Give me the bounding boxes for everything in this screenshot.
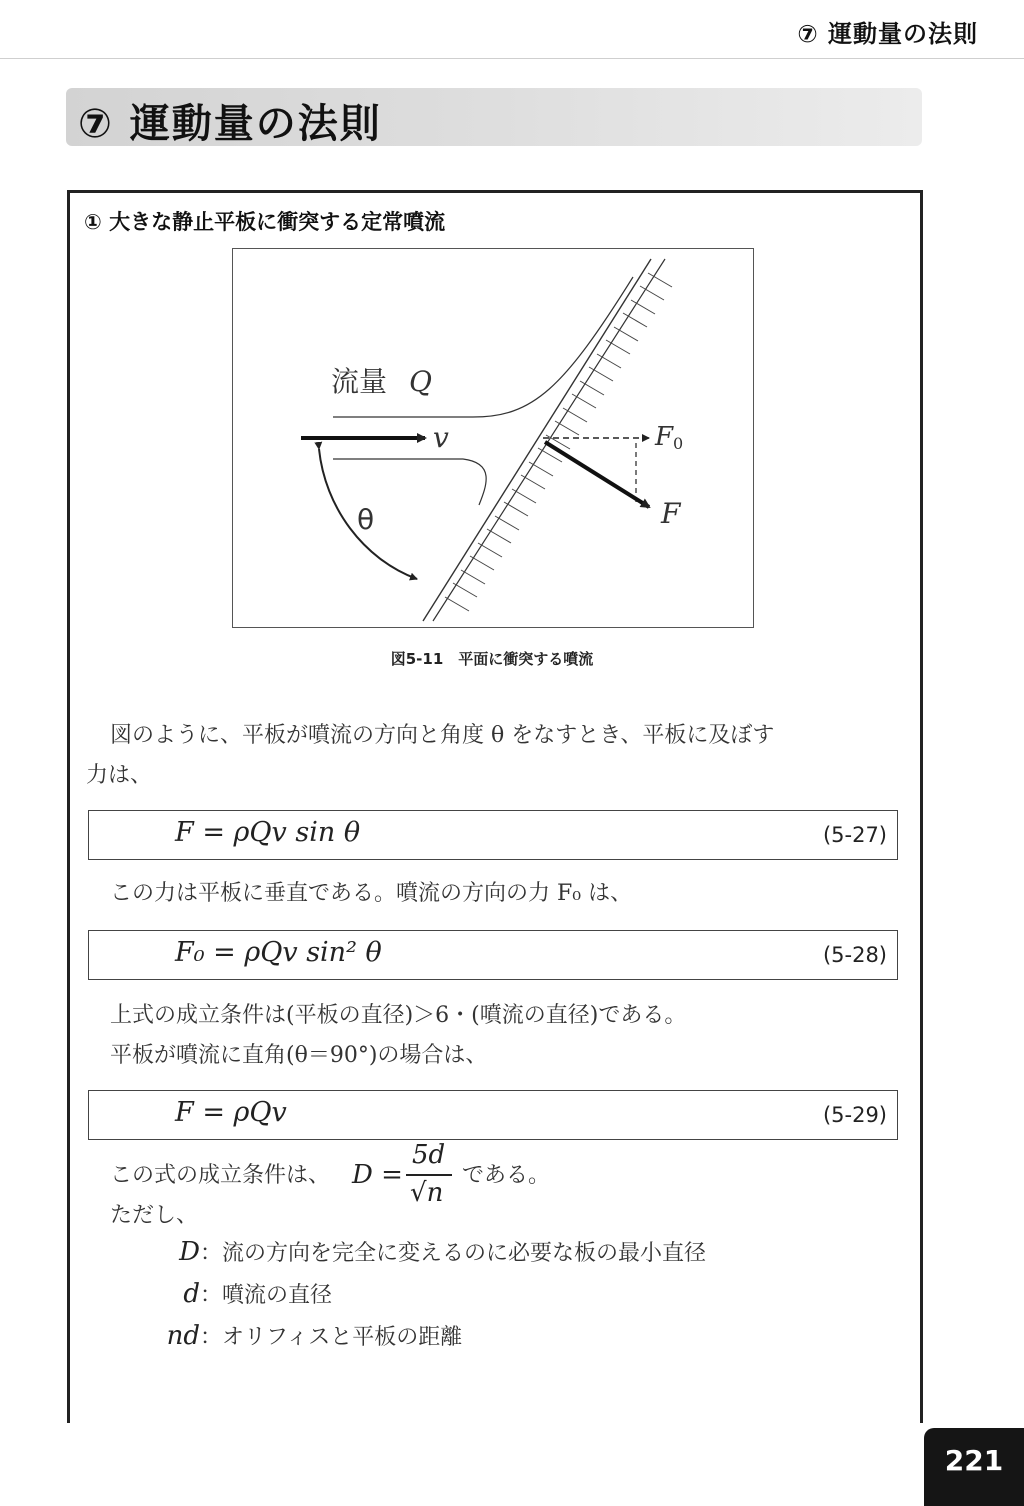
force-f-arrow bbox=[545, 442, 649, 507]
equation-number-5-29: (5-29) bbox=[822, 1103, 887, 1127]
condition-denominator: √n bbox=[410, 1178, 444, 1208]
condition-numerator: 5d bbox=[412, 1140, 446, 1170]
header-rule bbox=[0, 58, 1024, 59]
theta-label: θ bbox=[357, 503, 375, 536]
definition-row-nd bbox=[150, 1320, 462, 1351]
running-head: ⑦ 運動量の法則 bbox=[797, 20, 978, 48]
q-label: Q bbox=[409, 365, 432, 398]
paragraph-1-line-2: 力は、 bbox=[86, 763, 153, 788]
definition-symbol: D bbox=[179, 1237, 200, 1267]
equation-5-29: F = ρQv bbox=[175, 1097, 287, 1128]
definition-text: ：オリフィスと平板の距離 bbox=[200, 1325, 463, 1350]
f0-label: F bbox=[655, 422, 674, 452]
paragraph-2: この力は平板に垂直である。噴流の方向の力 F₀ は、 bbox=[110, 881, 633, 906]
definition-row-D bbox=[150, 1236, 706, 1267]
equation-box-5-28 bbox=[88, 930, 898, 980]
equation-box-5-27 bbox=[88, 810, 898, 860]
paragraph-5: ただし、 bbox=[110, 1203, 199, 1228]
equation-5-27: F = ρQv sin θ bbox=[175, 817, 361, 848]
equation-number-5-27: (5-27) bbox=[822, 823, 887, 847]
f-label: F bbox=[661, 497, 681, 530]
v-label: v bbox=[433, 421, 449, 454]
lower-streamline bbox=[333, 459, 486, 505]
flow-label: 流量 bbox=[331, 365, 388, 398]
figure-caption: 図5-11 平面に衝突する噴流 bbox=[390, 650, 594, 668]
subsection-title: ① 大きな静止平板に衝突する定常噴流 bbox=[84, 210, 446, 234]
jet-impact-diagram bbox=[233, 249, 753, 627]
definition-symbol: nd bbox=[166, 1321, 200, 1351]
definition-text: ：噴流の直径 bbox=[200, 1283, 333, 1308]
paragraph-4-end: である。 bbox=[462, 1163, 551, 1188]
f0-subscript: 0 bbox=[673, 434, 684, 453]
page-number: 221 bbox=[944, 1444, 1004, 1477]
section-title: ⑦ 運動量の法則 bbox=[78, 101, 382, 147]
plate-hatching bbox=[445, 273, 672, 611]
equation-number-5-28: (5-28) bbox=[822, 943, 887, 967]
paragraph-3-line-2: 平板が噴流に直角(θ＝90°)の場合は、 bbox=[110, 1043, 488, 1068]
condition-lhs: D = bbox=[352, 1160, 403, 1190]
figure-frame bbox=[232, 248, 754, 628]
plate-line-outer bbox=[423, 259, 651, 621]
definition-row-d bbox=[150, 1278, 332, 1309]
definition-symbol: d bbox=[183, 1279, 200, 1309]
plate-line-inner bbox=[433, 259, 665, 621]
paragraph-4-start: この式の成立条件は、 bbox=[110, 1163, 331, 1188]
equation-box-5-29 bbox=[88, 1090, 898, 1140]
fraction-bar bbox=[406, 1174, 452, 1176]
paragraph-1-line-1: 図のように、平板が噴流の方向と角度 θ をなすとき、平板に及ぼす bbox=[110, 723, 775, 748]
equation-5-28: F₀ = ρQv sin² θ bbox=[175, 937, 382, 968]
definition-text: ：流の方向を完全に変えるのに必要な板の最小直径 bbox=[200, 1241, 707, 1266]
paragraph-3-line-1: 上式の成立条件は(平板の直径)＞6・(噴流の直径)である。 bbox=[110, 1003, 687, 1028]
